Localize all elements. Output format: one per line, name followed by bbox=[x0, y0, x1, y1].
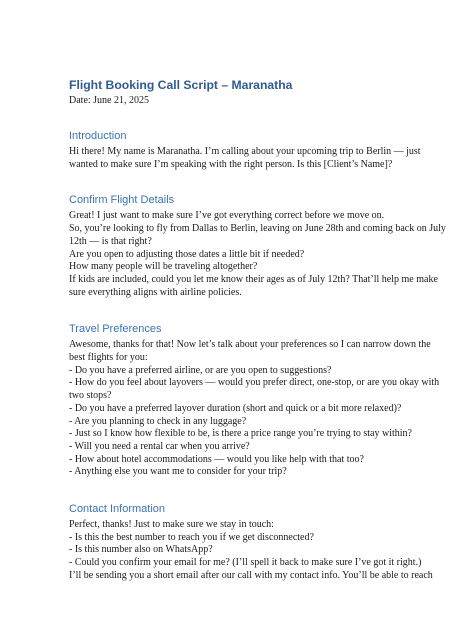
list-item: - Do you have a preferred layover duration (short and quick or a bit more relaxed)? bbox=[69, 402, 402, 414]
paragraph-line: Perfect, thanks! Just to make sure we stay in touch: bbox=[69, 519, 274, 531]
list-item: - Anything else you want me to consider for your trip? bbox=[69, 466, 287, 478]
section-heading-introduction: Introduction bbox=[69, 130, 127, 142]
list-item: two stops? bbox=[69, 390, 112, 402]
list-item: - Do you have a preferred airline, or are you open to suggestions? bbox=[69, 364, 332, 376]
section-body-confirm-flight-details bbox=[69, 210, 446, 299]
paragraph-line: If kids are included, could you let me know their ages as of July 12th? That’ll help me make bbox=[69, 273, 438, 285]
list-item: - Will you need a rental car when you arrive? bbox=[69, 440, 250, 452]
paragraph-line: 12th — is that right? bbox=[69, 235, 152, 247]
list-item: - How about hotel accommodations — would you like help with that too? bbox=[69, 453, 364, 465]
paragraph-line: sure everything aligns with airline policies. bbox=[69, 286, 242, 298]
list-item: - How do you feel about layovers — would you prefer direct, one-stop, or are you okay with bbox=[69, 377, 440, 389]
paragraph-line: So, you’re looking to fly from Dallas to Berlin, leaving on June 28th and coming back on July bbox=[69, 223, 446, 235]
section-body-contact-information bbox=[69, 519, 433, 583]
paragraph-line: Awesome, thanks for that! Now let’s talk about your preferences so I can narrow down the bbox=[69, 339, 431, 351]
paragraph-line: I’ll be sending you a short email after our call with my contact info. You’ll be able to reach bbox=[69, 569, 433, 581]
list-item: - Just so I know how flexible to be, is there a price range you’re trying to stay within? bbox=[69, 428, 412, 440]
document-title: Flight Booking Call Script – Maranatha bbox=[69, 78, 293, 92]
list-item: - Could you confirm your email for me? (I’ll spell it back to make sure I’ve got it right.) bbox=[69, 557, 422, 569]
paragraph-line: Hi there! My name is Maranatha. I’m calling about your upcoming trip to Berlin — just bbox=[69, 146, 421, 157]
list-item: - Are you planning to check in any luggage? bbox=[69, 415, 247, 427]
section-heading-confirm-flight-details: Confirm Flight Details bbox=[69, 194, 175, 207]
document-date: Date: June 21, 2025 bbox=[69, 95, 149, 106]
section-body-introduction bbox=[69, 146, 421, 171]
list-item: - Is this the best number to reach you if we get disconnected? bbox=[69, 531, 314, 543]
section-heading-contact-information: Contact Information bbox=[69, 503, 165, 516]
paragraph-line: best flights for you: bbox=[69, 352, 148, 364]
paragraph-line: Are you open to adjusting those dates a little bit if needed? bbox=[69, 248, 305, 260]
section-heading-travel-preferences: Travel Preferences bbox=[69, 323, 162, 336]
paragraph-line: wanted to make sure I’m speaking with the right person. Is this [Client’s Name]? bbox=[69, 158, 393, 170]
paragraph-line: How many people will be traveling altogether? bbox=[69, 261, 258, 273]
section-body-travel-preferences bbox=[69, 339, 440, 479]
list-item: - Is this number also on WhatsApp? bbox=[69, 544, 213, 556]
paragraph-line: Great! I just want to make sure I’ve got everything correct before we move on. bbox=[69, 210, 385, 222]
document-content bbox=[69, 78, 446, 583]
